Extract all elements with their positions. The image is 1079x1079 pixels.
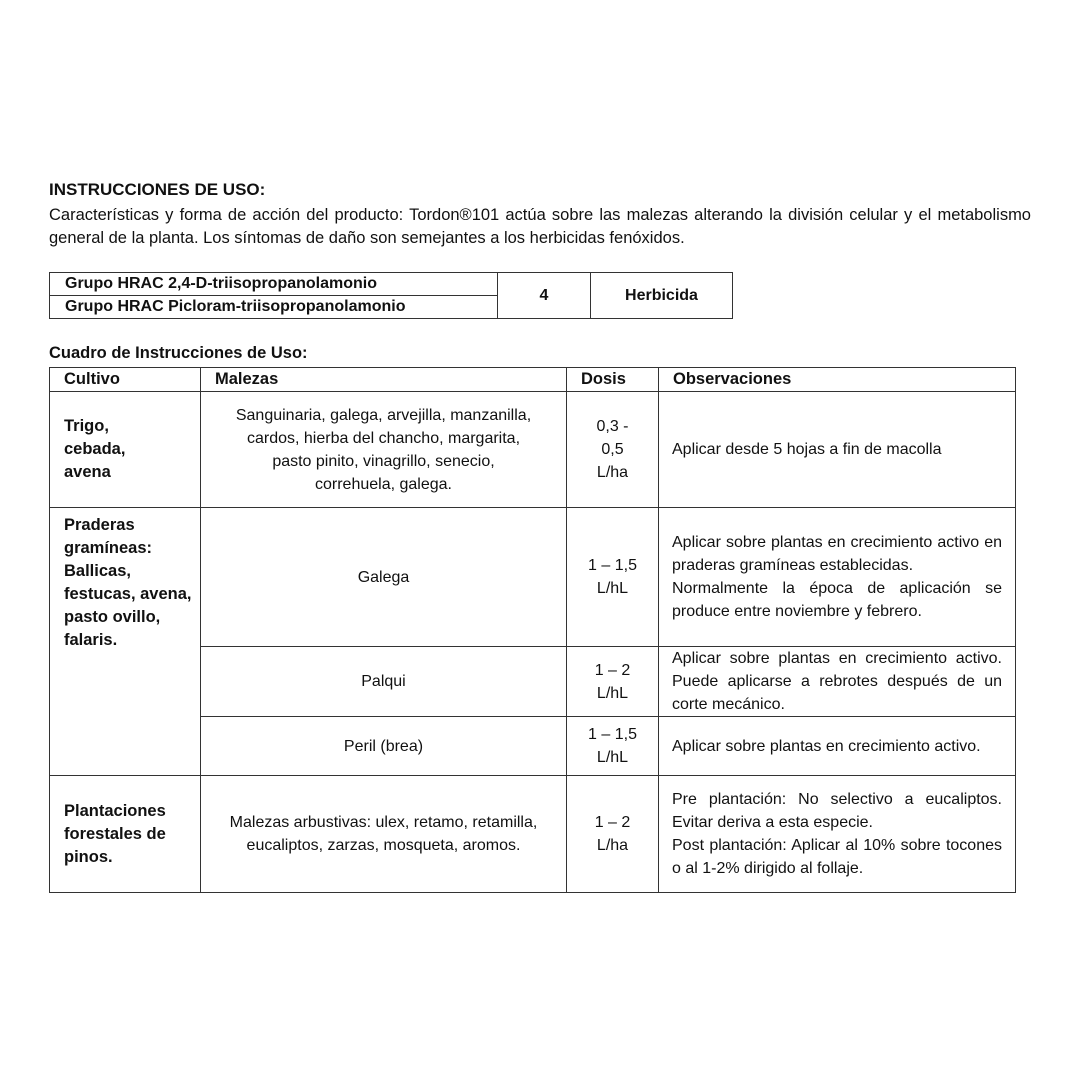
crop-cell: Praderas gramíneas: Ballicas, festucas, avena, pasto ovillo, falaris. [50, 508, 201, 776]
instructions-table [49, 367, 1016, 893]
obs-cell [659, 717, 1016, 776]
dose-cell: 0,3 - 0,5 L/ha [567, 392, 659, 508]
intro-paragraph: Características y forma de acción del producto: Tordon®101 actúa sobre las malezas alterando la división celular y el metabolismo general de la planta. Los síntomas de daño son semejantes a los herbicidas fenóxidos. [49, 206, 1031, 247]
dose-cell: 1 – 1,5 L/hL [567, 508, 659, 647]
obs-paragraph: Pre plantación: No selectivo a eucaliptos. Evitar deriva a esta especie. [672, 791, 1002, 831]
dose-cell: 1 – 2 L/hL [567, 647, 659, 717]
obs-paragraph: Post plantación: Aplicar al 10% sobre tocones o al 1-2% dirigido al follaje. [672, 837, 1002, 877]
weeds-cell: Galega [201, 508, 567, 647]
obs-paragraph: Aplicar sobre plantas en crecimiento activo. [672, 737, 981, 755]
dose-cell: 1 – 1,5 L/hL [567, 717, 659, 776]
header-malezas: Malezas [201, 368, 567, 392]
hrac-number: 4 [498, 273, 591, 319]
table-header-row [50, 368, 1016, 392]
hrac-group-1: Grupo HRAC 2,4-D-triisopropanolamonio [50, 273, 498, 296]
table-caption: Cuadro de Instrucciones de Uso: [49, 344, 308, 362]
obs-cell [659, 776, 1016, 893]
weeds-cell: Palqui [201, 647, 567, 717]
weeds-cell: Malezas arbustivas: ulex, retamo, retamilla, eucaliptos, zarzas, mosqueta, aromos. [201, 776, 567, 893]
section-heading: INSTRUCCIONES DE USO: [49, 180, 266, 199]
obs-cell [659, 508, 1016, 647]
crop-cell: Plantaciones forestales de pinos. [50, 776, 201, 893]
obs-cell [659, 647, 1016, 717]
header-cultivo: Cultivo [50, 368, 201, 392]
hrac-group-2: Grupo HRAC Picloram-triisopropanolamonio [50, 296, 498, 319]
hrac-type: Herbicida [591, 273, 733, 319]
header-dosis: Dosis [567, 368, 659, 392]
obs-cell: Aplicar desde 5 hojas a fin de macolla [659, 392, 1016, 508]
header-observaciones: Observaciones [659, 368, 1016, 392]
table-row [50, 776, 1016, 893]
hrac-table [49, 272, 733, 319]
table-row [50, 392, 1016, 508]
weeds-cell: Peril (brea) [201, 717, 567, 776]
obs-paragraph: Aplicar sobre plantas en crecimiento activo. Puede aplicarse a rebrotes después de un corte mecánico. [672, 650, 1002, 713]
obs-paragraph: Aplicar sobre plantas en crecimiento activo en praderas gramíneas establecidas. [672, 534, 1002, 574]
weeds-cell: Sanguinaria, galega, arvejilla, manzanilla, cardos, hierba del chancho, margarita, pasto pinito, vinagrillo, senecio, correhuela, galega. [201, 392, 567, 508]
obs-paragraph: Normalmente la época de aplicación se produce entre noviembre y febrero. [672, 580, 1002, 620]
crop-cell: Trigo, cebada, avena [50, 392, 201, 508]
table-row [50, 508, 1016, 647]
dose-cell: 1 – 2 L/ha [567, 776, 659, 893]
